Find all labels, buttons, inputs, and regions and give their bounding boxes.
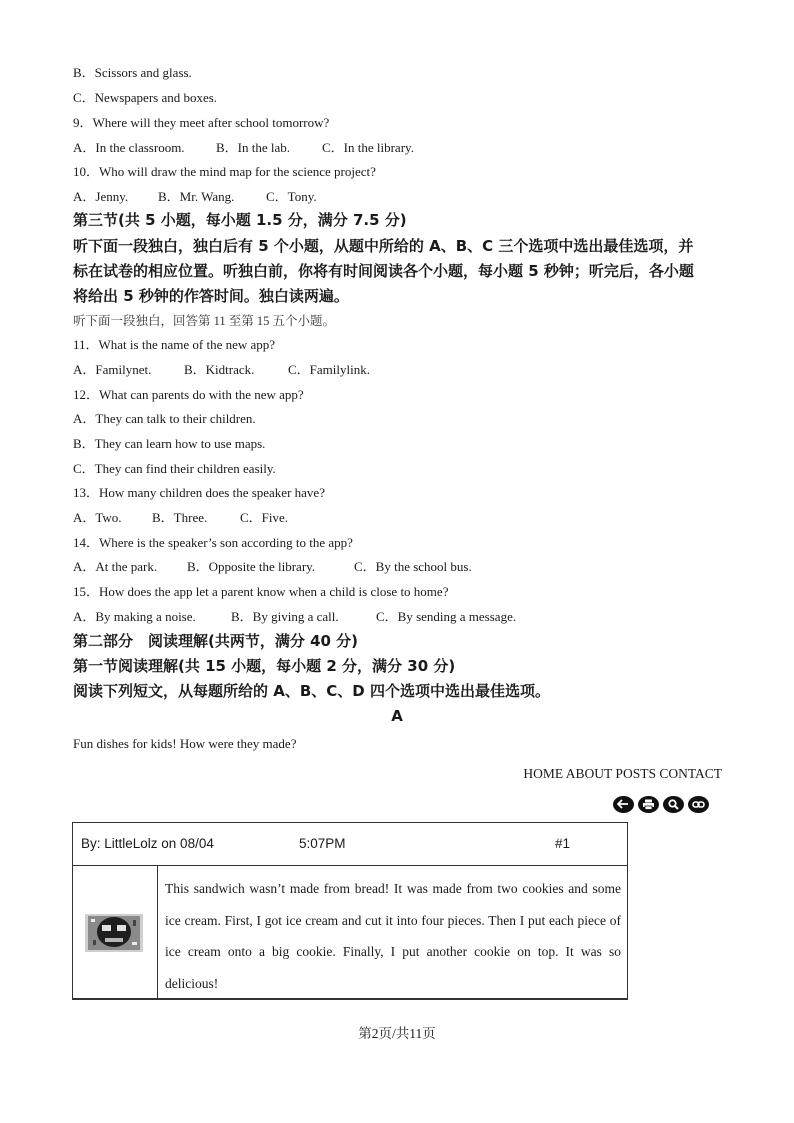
question-13: 13．How many children does the speaker have? xyxy=(73,485,325,500)
option-14a: A．At the park. xyxy=(73,559,158,574)
option-15c: C．By sending a message. xyxy=(376,609,517,624)
option-9c: C．In the library. xyxy=(322,140,414,155)
option-10a: A．Jenny. xyxy=(73,189,129,204)
post-author: By: LittleLolz on 08/04 xyxy=(81,836,214,851)
post-number: #1 xyxy=(555,836,571,851)
option-8b: B．Scissors and glass. xyxy=(73,65,192,80)
section3-title: 第三节(共 5 小题，每小题 1.5 分，满分 7.5 分) xyxy=(73,211,407,229)
post-header xyxy=(73,823,627,866)
option-10c: C．Tony. xyxy=(266,189,317,204)
options-10 xyxy=(73,188,317,206)
passage-intro: Fun dishes for kids! How were they made? xyxy=(73,736,297,751)
post-body: This sandwich wasn’t made from bread! It was made from two cookies and some ice cream. First, I got ice cream and cut it into four pieces. Then I put each piece of ice cream onto a big cookie. Finally, I put another cookie on top. It was so delicious! xyxy=(165,881,621,991)
question-14: 14．Where is the speaker’s son according to the app? xyxy=(73,535,353,550)
options-11 xyxy=(73,361,370,379)
option-12b: B．They can learn how to use maps. xyxy=(73,436,266,451)
option-11a: A．Familynet. xyxy=(73,362,152,377)
option-12c: C．They can find their children easily. xyxy=(73,461,276,476)
part2-section1-title: 第一节阅读理解(共 15 小题，每小题 2 分，满分 30 分) xyxy=(73,657,456,675)
option-10b: B．Mr. Wang. xyxy=(158,189,235,204)
post-time: 5:07PM xyxy=(299,836,346,851)
back-icon[interactable] xyxy=(613,796,634,813)
passage-letter: A xyxy=(391,707,403,725)
question-9: 9．Where will they meet after school tomorrow? xyxy=(73,115,330,130)
question-15: 15．How does the app let a parent know when a child is close to home? xyxy=(73,584,449,599)
option-15a: A．By making a noise. xyxy=(73,609,196,624)
avatar xyxy=(85,914,143,952)
option-14b: B．Opposite the library. xyxy=(187,559,316,574)
avatar-cell xyxy=(73,866,158,998)
print-icon[interactable] xyxy=(638,796,659,813)
option-9a: A．In the classroom. xyxy=(73,140,185,155)
link-icon[interactable] xyxy=(688,796,709,813)
option-13c: C．Five. xyxy=(240,510,289,525)
question-11: 11．What is the name of the new app? xyxy=(73,337,276,352)
option-13a: A．Two. xyxy=(73,510,122,525)
part2-instruction: 阅读下列短文，从每题所给的 A、B、C、D 四个选项中选出最佳选项。 xyxy=(73,682,550,700)
options-15 xyxy=(73,608,516,626)
option-11c: C．Familylink. xyxy=(288,362,370,377)
option-11b: B．Kidtrack. xyxy=(184,362,255,377)
option-13b: B．Three. xyxy=(152,510,208,525)
options-13 xyxy=(73,509,288,527)
option-14c: C．By the school bus. xyxy=(354,559,472,574)
site-toolbar xyxy=(613,796,713,816)
forum-post xyxy=(72,822,628,1000)
section3-instruction-2: 标在试卷的相应位置。听独白前，你将有时间阅读各个小题，每小题 5 秒钟；听完后，各小题 xyxy=(73,262,694,280)
option-12a: A．They can talk to their children. xyxy=(73,411,256,426)
site-nav[interactable]: HOME ABOUT POSTS CONTACT xyxy=(523,766,722,781)
question-12: 12．What can parents do with the new app? xyxy=(73,387,304,402)
page-footer: 第2页/共11页 xyxy=(358,1026,436,1041)
section3-instruction-1: 听下面一段独白，独白后有 5 个小题，从题中所给的 A、B、C 三个选项中选出最佳选项，并 xyxy=(73,237,694,255)
option-15b: B．By giving a call. xyxy=(231,609,339,624)
options-9 xyxy=(73,139,414,157)
section3-subinstruction: 听下面一段独白，回答第 11 至第 15 五个小题。 xyxy=(73,314,336,328)
options-14 xyxy=(73,558,472,576)
option-9b: B．In the lab. xyxy=(216,140,291,155)
section3-instruction-3: 将给出 5 秒钟的作答时间。独白读两遍。 xyxy=(73,287,349,305)
question-10: 10．Who will draw the mind map for the science project? xyxy=(73,164,376,179)
part2-title: 第二部分 阅读理解(共两节，满分 40 分) xyxy=(73,632,359,650)
option-8c: C．Newspapers and boxes. xyxy=(73,90,218,105)
search-icon[interactable] xyxy=(663,796,684,813)
